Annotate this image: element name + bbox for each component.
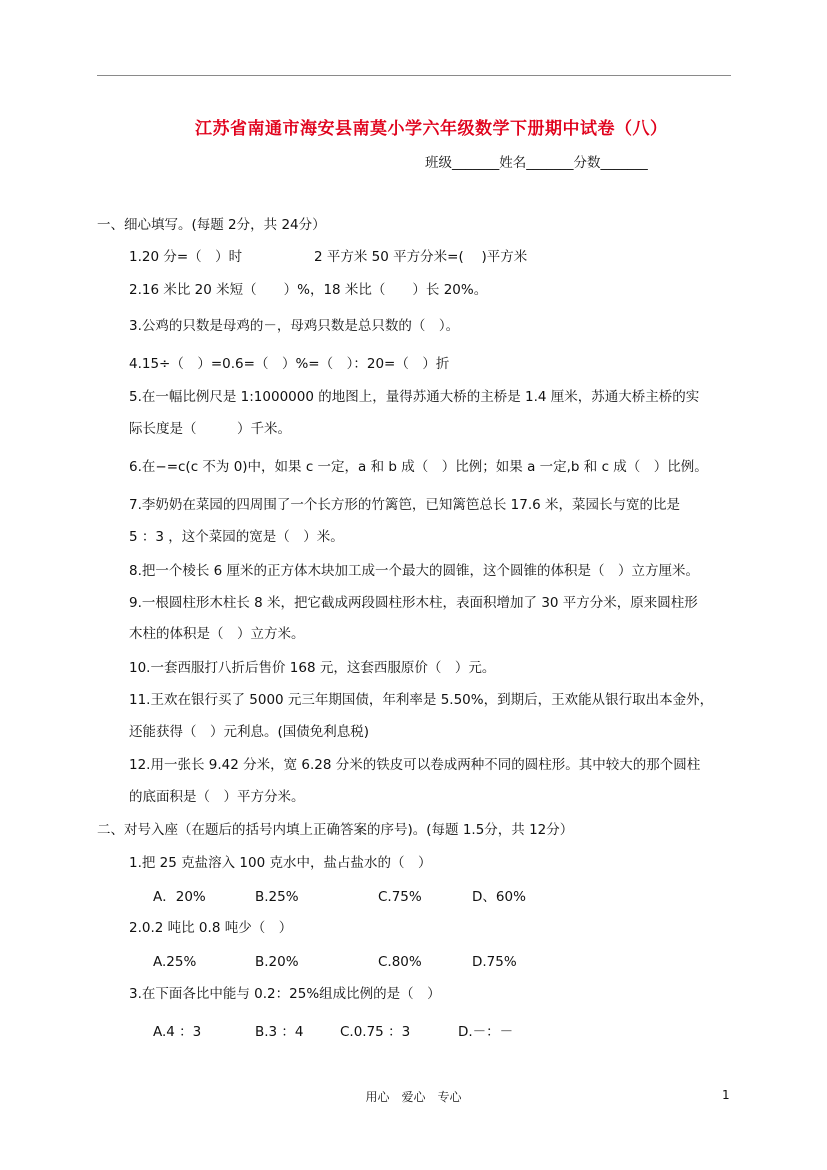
mc-question-1-option-d: D、60% bbox=[472, 889, 526, 905]
mc-question-2: 2.0.2 吨比 0.8 吨少（ ） bbox=[129, 920, 293, 936]
mc-question-2-option-d: D.75% bbox=[472, 954, 517, 970]
mc-question-1: 1.把 25 克盐溶入 100 克水中，盐占盐水的（ ） bbox=[129, 855, 432, 871]
mc-question-2-option-b: B.20% bbox=[255, 954, 299, 970]
mc-question-1-option-a: A．20% bbox=[153, 889, 206, 905]
question-6: 6.在−=c(c 不为 0)中，如果 c 一定，a 和 b 成（ ）比例；如果 a 一定,b 和 c 成（ ）比例。 bbox=[129, 459, 708, 475]
question-9-line1: 9.一根圆柱形木柱长 8 米，把它截成两段圆柱形木柱，表面积增加了 30 平方分米，原来圆柱形 bbox=[129, 595, 698, 611]
page-footer: 用心 爱心 专心 bbox=[365, 1090, 462, 1104]
question-4: 4.15÷（ ）=0.6=（ ）%=（ ）：20=（ ）折 bbox=[129, 356, 450, 372]
question-9-line2: 木柱的体积是（ ）立方米。 bbox=[129, 626, 305, 642]
question-12-line2: 的底面积是（ ）平方分米。 bbox=[129, 789, 305, 805]
question-8: 8.把一个棱长 6 厘米的正方体木块加工成一个最大的圆锥，这个圆锥的体积是（ ）立方厘米。 bbox=[129, 563, 700, 579]
mc-question-2-option-c: C.80% bbox=[378, 954, 422, 970]
mc-question-2-option-a: A.25% bbox=[153, 954, 197, 970]
question-1-part-b: 2 平方米 50 平方分米=( )平方米 bbox=[314, 249, 528, 265]
mc-question-1-option-b: B.25% bbox=[255, 889, 299, 905]
question-3: 3.公鸡的只数是母鸡的－，母鸡只数是总只数的（ ）。 bbox=[129, 318, 460, 334]
header-rule bbox=[97, 75, 731, 76]
question-5-line1: 5.在一幅比例尺是 1:1000000 的地图上，量得苏通大桥的主桥是 1.4 厘米，苏通大桥主桥的实 bbox=[129, 389, 700, 405]
mc-question-3-option-a: A.4 ：3 bbox=[153, 1024, 202, 1040]
question-12-line1: 12.用一张长 9.42 分米，宽 6.28 分米的铁皮可以卷成两种不同的圆柱形。其中较大的那个圆柱 bbox=[129, 757, 701, 773]
section1-heading: 一、细心填写。(每题 2分，共 24分） bbox=[97, 217, 326, 233]
mc-question-3-option-b: B.3 ：4 bbox=[255, 1024, 304, 1040]
question-10: 10.一套西服打八折后售价 168 元，这套西服原价（ ）元。 bbox=[129, 660, 496, 676]
question-11-line2: 还能获得（ ）元利息。(国债免利息税) bbox=[129, 724, 370, 740]
student-info-line: 班级_______姓名_______分数_______ bbox=[425, 155, 648, 171]
question-7-line1: 7.李奶奶在菜园的四周围了一个长方形的竹篱笆，已知篱笆总长 17.6 米，菜园长与宽的比是 bbox=[129, 497, 681, 513]
mc-question-3-option-d: D.－：－ bbox=[458, 1024, 514, 1040]
page-number: 1 bbox=[722, 1088, 730, 1102]
mc-question-3-option-c: C.0.75 ：3 bbox=[340, 1024, 411, 1040]
section2-heading: 二、对号入座（在题后的括号内填上正确答案的序号)。(每题 1.5分，共 12分） bbox=[97, 822, 574, 838]
mc-question-1-option-c: C.75% bbox=[378, 889, 422, 905]
question-5-line2: 际长度是（ ）千米。 bbox=[129, 421, 291, 437]
question-7-line2: 5 ：3 ，这个菜园的宽是（ ）米。 bbox=[129, 529, 344, 545]
question-11-line1: 11.王欢在银行买了 5000 元三年期国债，年利率是 5.50%，到期后，王欢能从银行取出本金外， bbox=[129, 692, 714, 708]
mc-question-3: 3.在下面各比中能与 0.2：25%组成比例的是（ ） bbox=[129, 986, 441, 1002]
question-2: 2.16 米比 20 米短（ ）%，18 米比（ ）长 20%。 bbox=[129, 282, 488, 298]
page-title: 江苏省南通市海安县南莫小学六年级数学下册期中试卷（八） bbox=[195, 119, 668, 139]
question-1-part-a: 1.20 分=（ ）时 bbox=[129, 249, 243, 265]
